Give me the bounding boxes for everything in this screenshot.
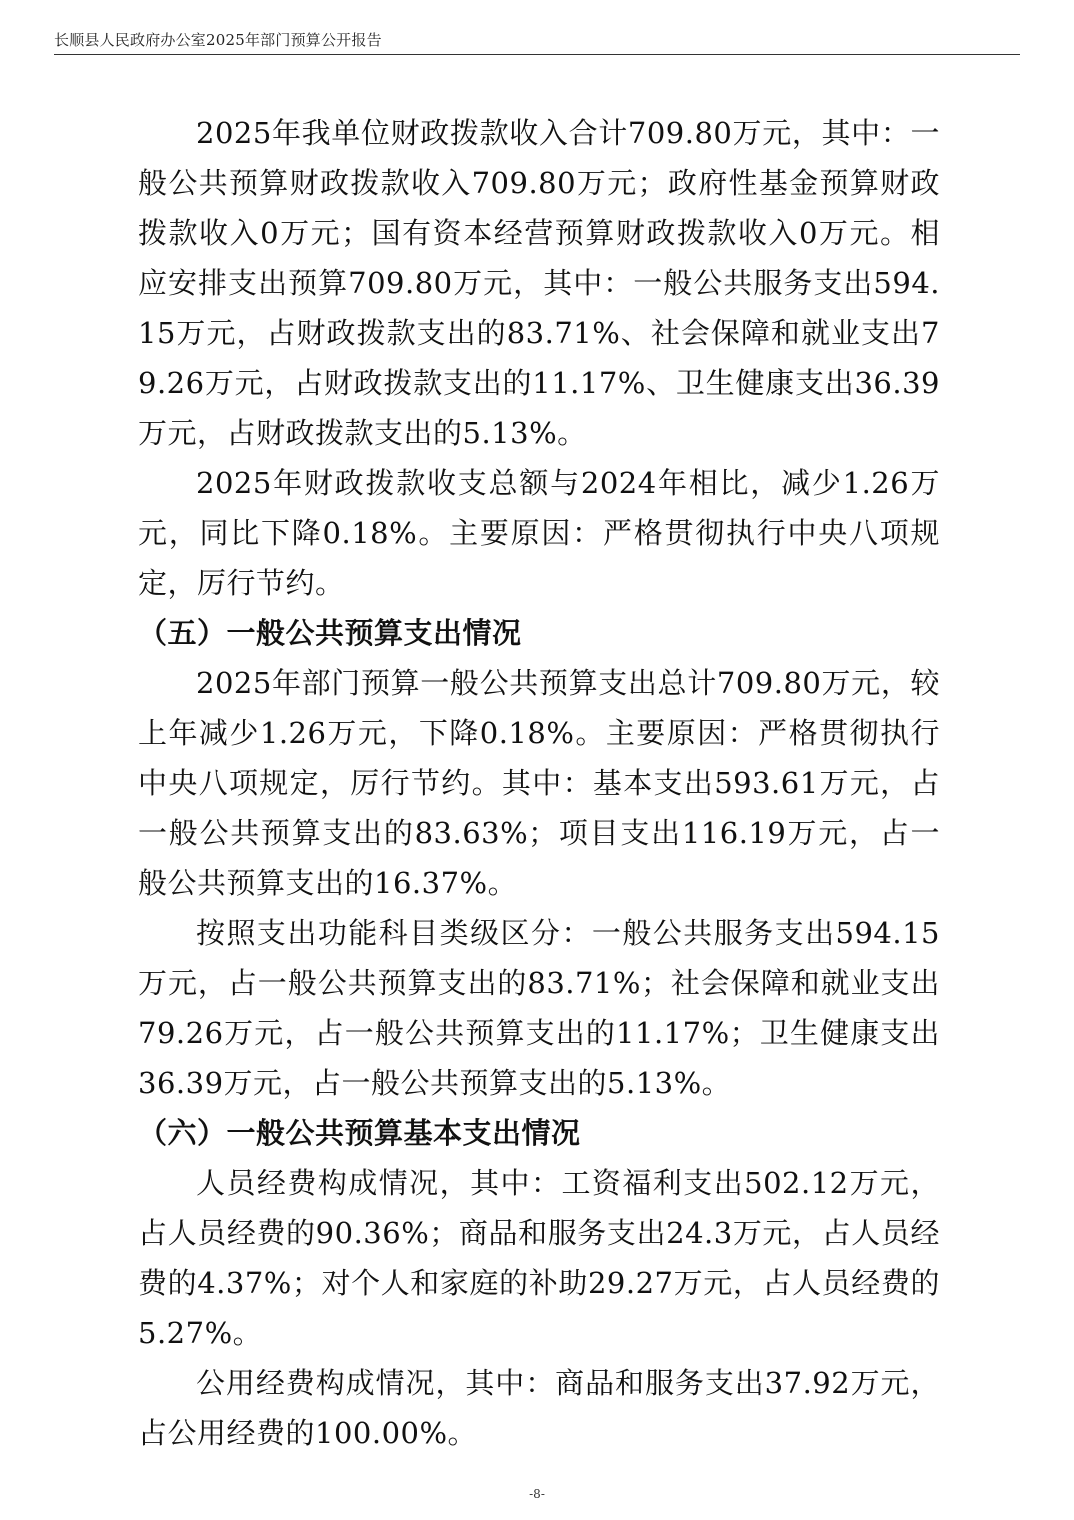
paragraph-year-comparison: 2025年财政拨款收支总额与2024年相比，减少1.26万元，同比下降0.18%。主要原因：严格贯彻执行中央八项规定，厉行节约。 [138,466,940,600]
paragraph-fiscal-income: 2025年我单位财政拨款收入合计709.80万元，其中：一般公共预算财政拨款收入709.80万元；政府性基金预算财政拨款收入0万元；国有资本经营预算财政拨款收入0万元。相应安排支出预算709.80万元，其中：一般公共服务支出594.15万元，占财政拨款支出的83.71%、社会保障和就业支出79.26万元，占财政拨款支出的11.17%、卫生健康支出36.39万元，占财政拨款支出的5.13%。 [138,116,940,450]
paragraph-general-budget-total: 2025年部门预算一般公共预算支出总计709.80万元，较上年减少1.26万元，下降0.18%。主要原因：严格贯彻执行中央八项规定，厉行节约。其中：基本支出593.61万元，占一般公共预算支出的83.63%；项目支出116.19万元，占一般公共预算支出的16.37%。 [138,666,940,900]
document-body [138,108,940,1458]
section-heading-5: （五）一般公共预算支出情况 [138,616,522,650]
header-divider [54,54,1020,55]
paragraph-functional-classification: 按照支出功能科目类级区分：一般公共服务支出594.15万元，占一般公共预算支出的83.71%；社会保障和就业支出79.26万元，占一般公共预算支出的11.17%；卫生健康支出36.39万元，占一般公共预算支出的5.13%。 [138,916,940,1100]
section-heading-6: （六）一般公共预算基本支出情况 [138,1116,581,1150]
paragraph-public-expenses: 公用经费构成情况，其中：商品和服务支出37.92万元，占公用经费的100.00%。 [138,1366,940,1450]
page-header-title: 长顺县人民政府办公室2025年部门预算公开报告 [54,31,382,49]
page-number: -8- [529,1487,545,1501]
paragraph-personnel-expenses: 人员经费构成情况，其中：工资福利支出502.12万元，占人员经费的90.36%；商品和服务支出24.3万元，占人员经费的4.37%；对个人和家庭的补助29.27万元，占人员经费的5.27%。 [138,1166,940,1350]
